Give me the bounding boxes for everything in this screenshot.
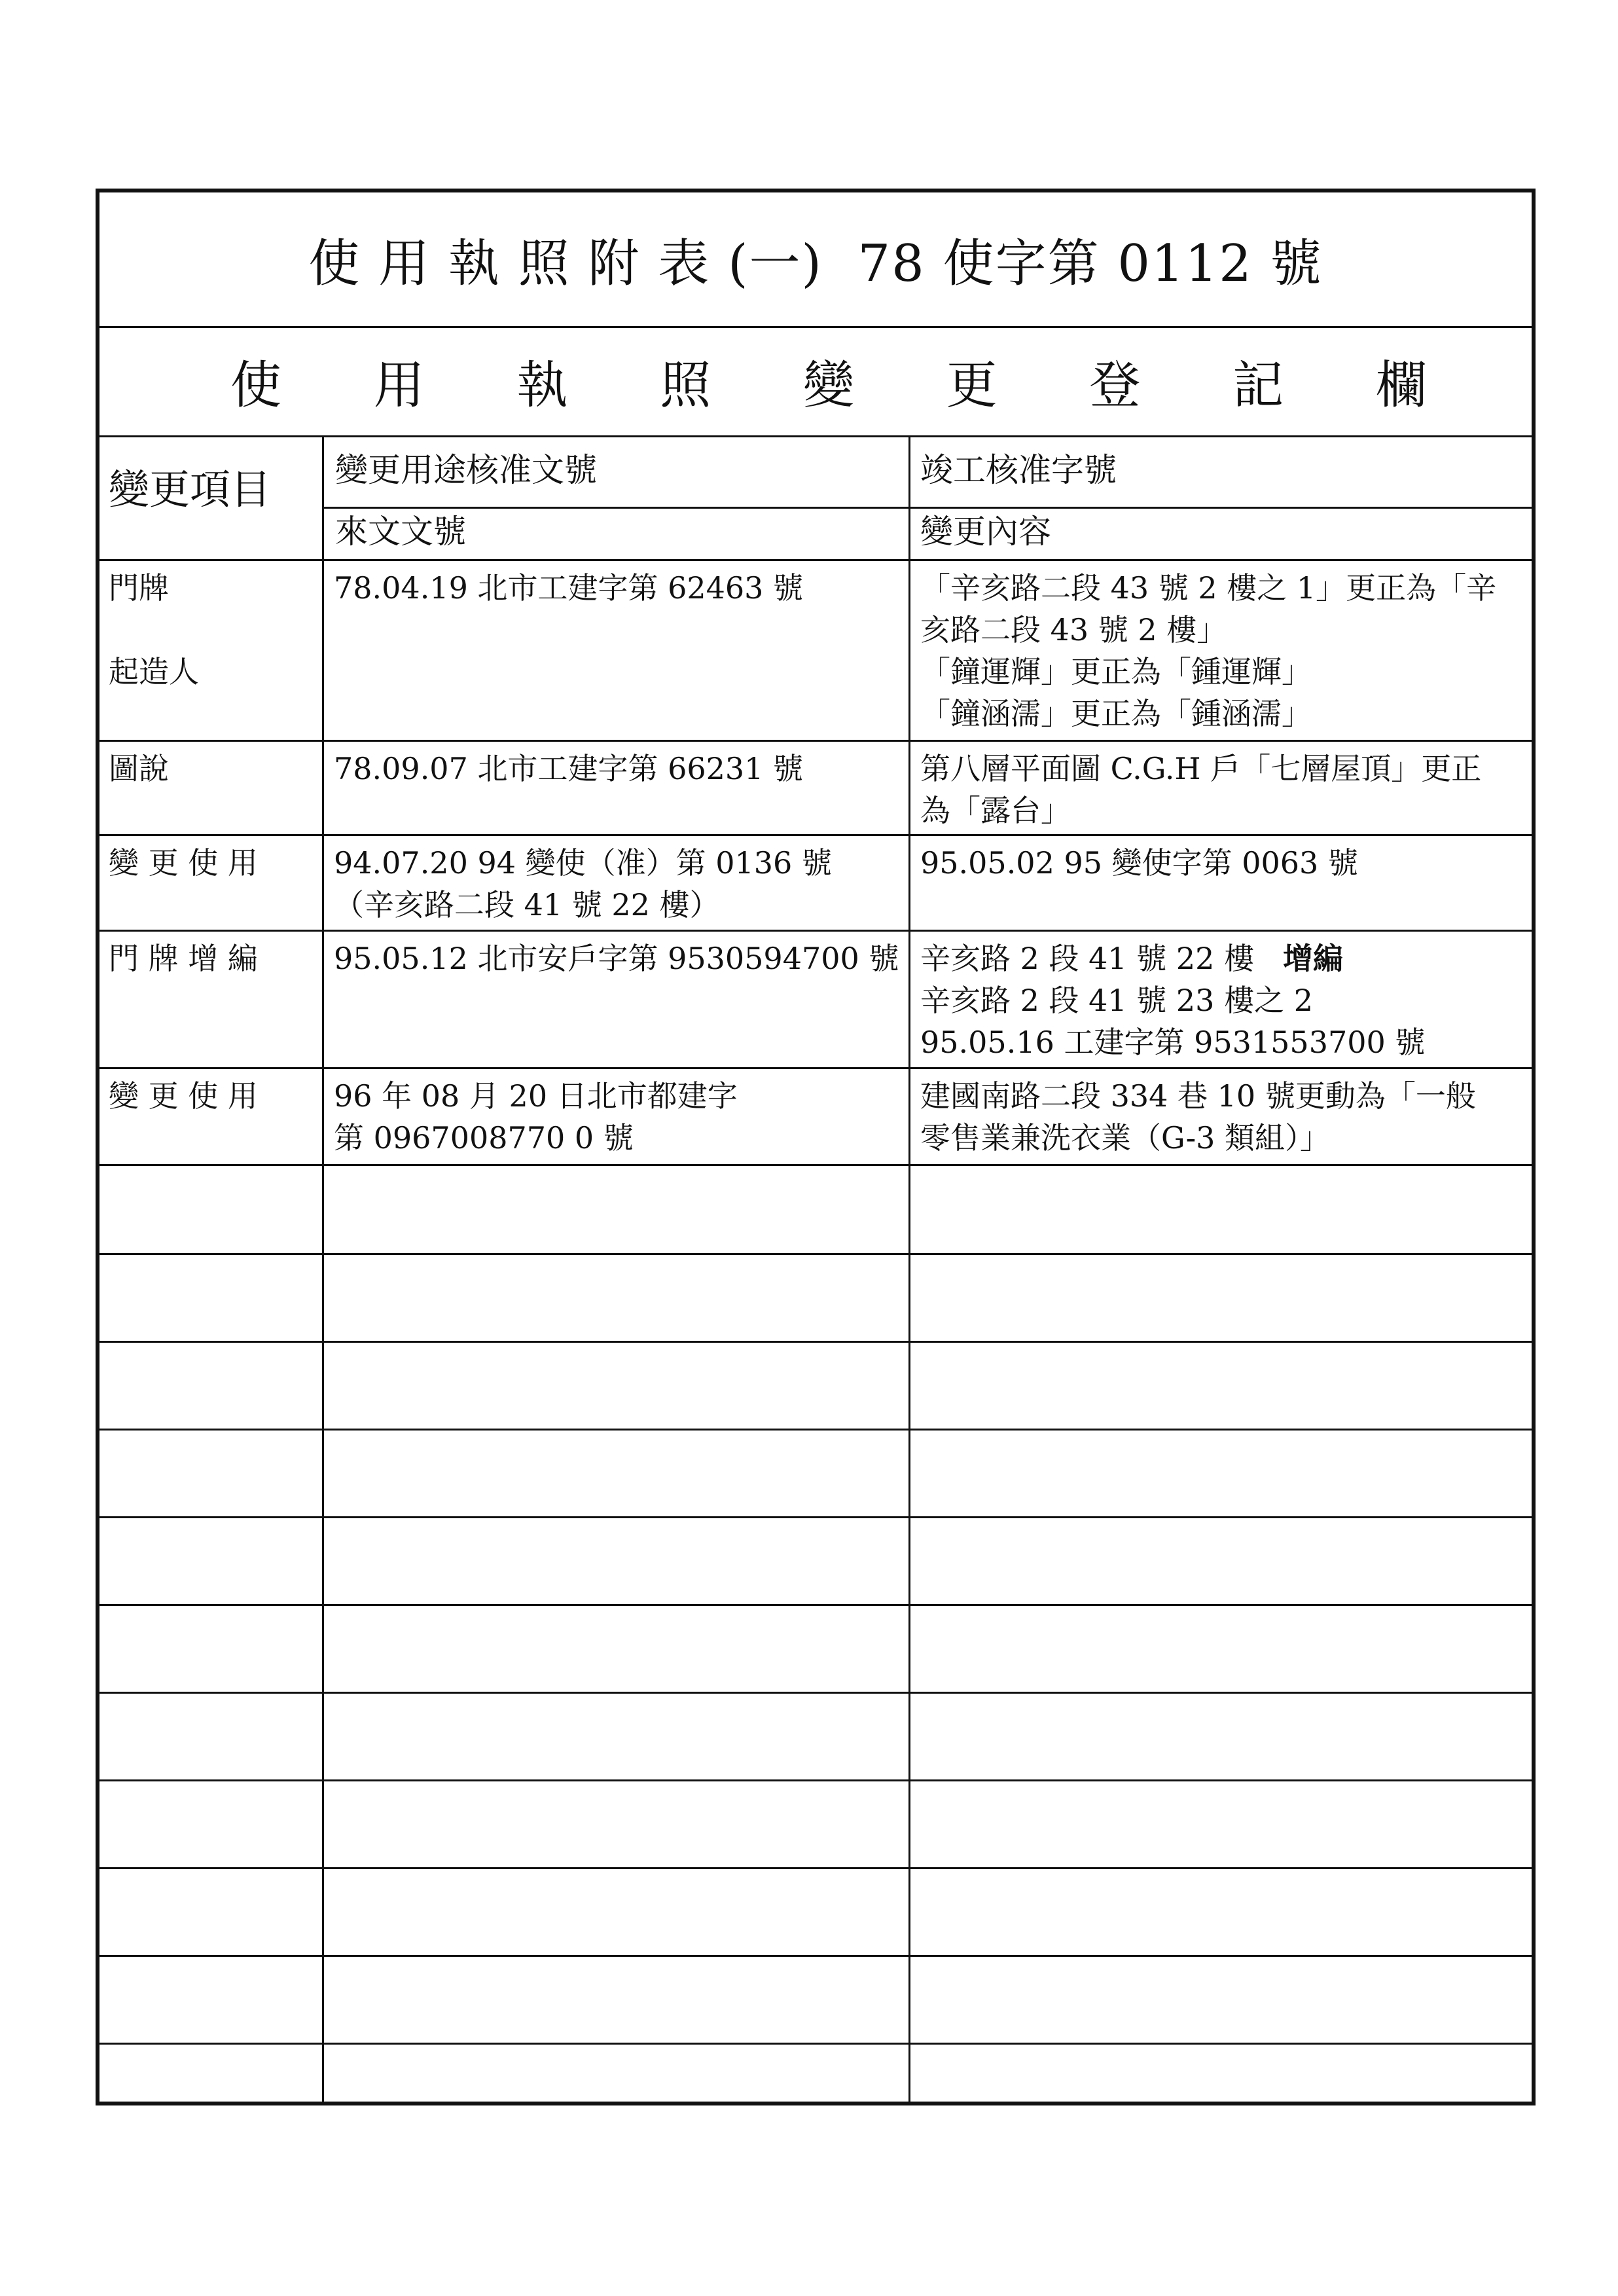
row-item: 圖說 [109, 751, 169, 786]
section-heading-char: 執 [516, 355, 568, 415]
emphasis-label: 增編 [1282, 941, 1343, 976]
row-item: 門牌 起造人 [109, 570, 199, 689]
page-title [99, 192, 1532, 328]
row-item: 變 更 使 用 [109, 845, 258, 881]
row-change-content: 95.05.02 95 變使字第 0063 號 [920, 845, 1358, 881]
header-completion-no: 竣工核准字號 [920, 451, 1117, 489]
row-divider [99, 1516, 1532, 1518]
section-heading [99, 326, 1532, 437]
section-heading-char: 變 [802, 355, 854, 415]
column-divider [322, 437, 324, 2102]
header-change-content: 變更內容 [920, 513, 1051, 551]
header-change-item: 變更項目 [109, 465, 272, 513]
row-document-no: 96 年 08 月 20 日北市都建字 第 0967008770 0 號 [334, 1078, 738, 1156]
row-divider [99, 1429, 1532, 1430]
row-change-content: 第八層平面圖 C.G.H 戶「七層屋頂」更正 為「露台」 [920, 751, 1482, 828]
row-change-content: 「辛亥路二段 43 號 2 樓之 1」更正為「辛 亥路二段 43 號 2 樓」 「鐘運輝」更正為「鍾運輝」 「鐘涵濡」更正為「鍾涵濡」 [920, 570, 1497, 731]
row-divider [99, 1692, 1532, 1694]
section-heading-char: 照 [660, 355, 711, 415]
row-divider [99, 1164, 1532, 1166]
row-change-content: 辛亥路 2 段 41 號 22 樓 增編 辛亥路 2 段 41 號 23 樓之 2 95.05.16 工建字第 9531553700 號 [920, 941, 1426, 1060]
header-approval-no: 變更用途核准文號 [335, 451, 597, 489]
row-divider [99, 1067, 1532, 1069]
row-item: 門 牌 增 編 [109, 941, 258, 976]
row-document-no: 95.05.12 北市安戶字第 9530594700 號 [334, 941, 899, 976]
row-divider [99, 930, 1532, 932]
row-document-no: 94.07.20 94 變使（准）第 0136 號 （辛亥路二段 41 號 22 樓） [334, 845, 832, 922]
license-form [96, 189, 1536, 2105]
section-heading-char: 登 [1089, 355, 1141, 415]
row-document-no: 78.09.07 北市工建字第 66231 號 [334, 751, 804, 786]
page-title-text: 使 用 執 照 附 表 (一) 78 使字第 0112 號 [308, 234, 1323, 293]
section-heading-char: 欄 [1375, 355, 1427, 415]
section-heading-char: 使 [230, 355, 282, 415]
column-divider [908, 437, 910, 2102]
row-divider [99, 834, 1532, 836]
row-divider [99, 2043, 1532, 2045]
row-divider [99, 740, 1532, 742]
row-item: 變 更 使 用 [109, 1078, 258, 1114]
row-divider [99, 1604, 1532, 1606]
row-divider [99, 1867, 1532, 1869]
change-register-table [99, 437, 1532, 2102]
header-divider [324, 507, 1535, 509]
header-incoming-no: 來文文號 [335, 513, 466, 551]
row-divider [99, 559, 1532, 561]
section-heading-char: 記 [1232, 355, 1284, 415]
row-divider [99, 1779, 1532, 1781]
row-document-no: 78.04.19 北市工建字第 62463 號 [334, 570, 804, 606]
row-divider [99, 1253, 1532, 1255]
row-divider [99, 1341, 1532, 1343]
section-heading-char: 用 [373, 355, 425, 415]
row-change-content: 建國南路二段 334 巷 10 號更動為「一般 零售業兼洗衣業（G-3 類組）」 [920, 1078, 1476, 1156]
section-heading-char: 更 [946, 355, 998, 415]
row-divider [99, 1955, 1532, 1957]
